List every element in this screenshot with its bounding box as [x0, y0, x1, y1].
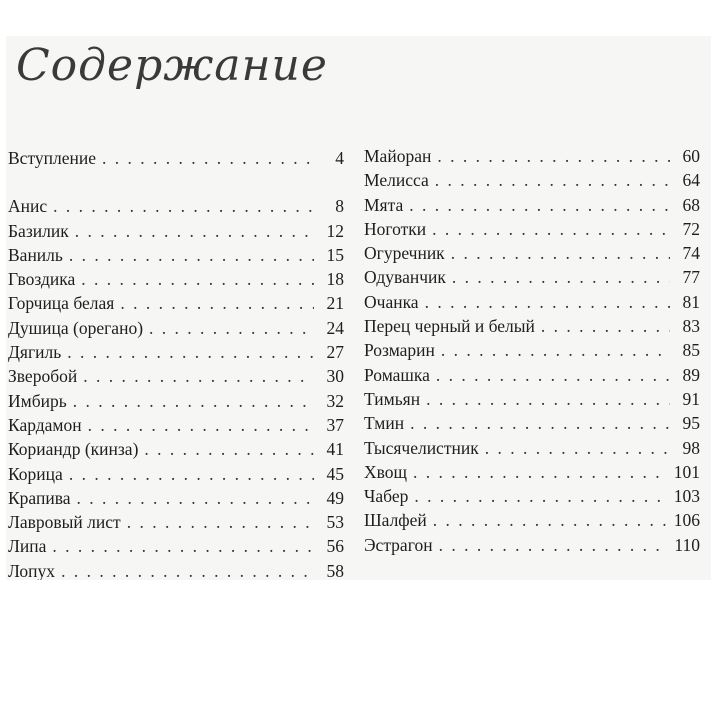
leader-dots: [52, 536, 314, 557]
toc-entry-page: 4: [335, 148, 344, 168]
toc-entry[interactable]: [364, 486, 700, 510]
toc-entry-page: 83: [682, 316, 700, 337]
toc-entry-name: Тмин: [364, 413, 405, 434]
toc-entry[interactable]: [364, 340, 700, 364]
toc-entry-name: Мелисса: [364, 170, 429, 191]
toc-entry[interactable]: [8, 464, 344, 488]
toc-entry-name: Горчица белая: [8, 293, 115, 314]
toc-entry-name: Липа: [8, 536, 47, 557]
toc-entry[interactable]: [8, 415, 344, 439]
toc-entry-name: Крапива: [8, 487, 71, 508]
toc-entry-name: Розмарин: [364, 340, 435, 361]
toc-entry[interactable]: [8, 488, 344, 512]
toc-entry-page: 15: [326, 244, 344, 265]
toc-entry[interactable]: [8, 366, 344, 390]
toc-entry[interactable]: [8, 293, 344, 317]
toc-entry-name: Эстрагон: [364, 534, 433, 555]
toc-entry-page: 24: [326, 317, 344, 338]
toc-entry-page: 81: [682, 291, 700, 312]
toc-gap: [8, 172, 344, 196]
toc-entry-name: Очанка: [364, 291, 419, 312]
leader-dots: [102, 148, 314, 169]
leader-dots: [144, 439, 314, 460]
leader-dots: [451, 243, 670, 264]
toc-entry-page: 45: [326, 463, 344, 484]
leader-dots: [69, 245, 314, 266]
toc-entry-page: 89: [682, 364, 700, 385]
toc-entry-name: Шалфей: [364, 510, 427, 531]
toc-entry[interactable]: [364, 170, 700, 194]
toc-entry-page: 95: [682, 413, 700, 434]
toc-entry[interactable]: [8, 245, 344, 269]
toc-entry-name: Имбирь: [8, 390, 67, 411]
page-title: Содержание: [16, 40, 328, 91]
toc-entry[interactable]: [8, 221, 344, 245]
toc-entry-page: 103: [673, 486, 700, 507]
toc-entry-name: Одуванчик: [364, 267, 446, 288]
leader-dots: [77, 488, 315, 509]
toc-entry-page: 18: [326, 269, 344, 290]
toc-entry-page: 49: [326, 487, 344, 508]
leader-dots: [67, 342, 314, 363]
toc-entry-name: Лавровый лист: [8, 512, 121, 533]
toc-left-column: [8, 148, 344, 580]
leader-dots: [83, 366, 314, 387]
leader-dots: [149, 318, 314, 339]
toc-entry-name: Перец черный и белый: [364, 316, 535, 337]
leader-dots: [432, 219, 670, 240]
toc-entry-page: 106: [673, 510, 700, 531]
toc-entry-page: 32: [326, 390, 344, 411]
toc-entry-name: Лопух: [8, 560, 56, 580]
toc-entry[interactable]: [364, 535, 700, 559]
leader-dots: [452, 267, 670, 288]
toc-entry-name: Огуречник: [364, 243, 445, 264]
leader-dots: [81, 269, 314, 290]
toc-right-column: [364, 146, 700, 559]
toc-entry-name: Кардамон: [8, 414, 82, 435]
toc-entry-name: Мята: [364, 194, 404, 215]
toc-entry-name: Базилик: [8, 220, 69, 241]
toc-entry-page: 110: [674, 534, 700, 555]
toc-entry-name: Кориандр (кинза): [8, 439, 139, 460]
toc-entry-name: Душица (орегано): [8, 317, 144, 338]
toc-entry-page: 41: [326, 439, 344, 460]
leader-dots: [61, 561, 314, 580]
toc-entry-page: 74: [682, 243, 700, 264]
toc-entry[interactable]: [8, 148, 344, 172]
toc-entry[interactable]: [8, 391, 344, 415]
toc-entry-name: Зверобой: [8, 366, 78, 387]
toc-entry-name: Гвоздика: [8, 269, 76, 290]
toc-entry-page: 27: [326, 342, 344, 363]
toc-entry-page: 68: [682, 194, 700, 215]
leader-dots: [541, 316, 670, 337]
leader-dots: [88, 415, 314, 436]
toc-entry-page: 101: [673, 461, 700, 482]
toc-entry-page: 98: [682, 437, 700, 458]
toc-entry-page: 60: [682, 146, 700, 166]
toc-entry-page: 58: [326, 560, 344, 580]
toc-entry-page: 21: [326, 293, 344, 314]
toc-entry[interactable]: [364, 389, 700, 413]
toc-entry-name: Вступление: [8, 148, 96, 168]
toc-entry-page: 77: [682, 267, 700, 288]
toc-entry-page: 8: [335, 196, 344, 217]
toc-entry-name: Ноготки: [364, 218, 427, 239]
toc-entry[interactable]: [364, 292, 700, 316]
leader-dots: [69, 464, 314, 485]
toc-entry-name: Майоран: [364, 146, 432, 166]
toc-entry[interactable]: [364, 462, 700, 486]
leader-dots: [435, 170, 670, 191]
toc-entry-page: 30: [326, 366, 344, 387]
toc-entry[interactable]: [364, 438, 700, 462]
leader-dots: [441, 340, 670, 361]
toc-entry-page: 72: [682, 218, 700, 239]
toc-entry[interactable]: [364, 365, 700, 389]
leader-dots: [437, 146, 670, 167]
toc-entry[interactable]: [364, 195, 700, 219]
leader-dots: [409, 195, 670, 216]
toc-entry[interactable]: [364, 316, 700, 340]
toc-entry[interactable]: [364, 146, 700, 170]
toc-entry[interactable]: [8, 318, 344, 342]
leader-dots: [413, 462, 668, 483]
toc-entry-name: Хвощ: [364, 461, 408, 482]
toc-entry-name: Ромашка: [364, 364, 430, 385]
leader-dots: [433, 510, 668, 531]
toc-entry[interactable]: [364, 510, 700, 534]
toc-entry[interactable]: [8, 196, 344, 220]
toc-entry-page: 12: [326, 220, 344, 241]
leader-dots: [485, 438, 670, 459]
toc-entry-name: Анис: [8, 196, 48, 217]
leader-dots: [73, 391, 314, 412]
toc-entry-name: Ваниль: [8, 244, 63, 265]
leader-dots: [439, 535, 669, 556]
toc-entry-name: Корица: [8, 463, 63, 484]
toc-entry-name: Тимьян: [364, 388, 421, 409]
leader-dots: [410, 413, 670, 434]
book-page: [6, 36, 711, 580]
toc-entry[interactable]: [8, 269, 344, 293]
leader-dots: [53, 196, 314, 217]
leader-dots: [426, 389, 670, 410]
toc-entry[interactable]: [8, 512, 344, 536]
leader-dots: [414, 486, 667, 507]
toc-entry[interactable]: [8, 342, 344, 366]
leader-dots: [120, 293, 314, 314]
leader-dots: [127, 512, 314, 533]
toc-entry-name: Чабер: [364, 486, 409, 507]
toc-entry-page: 64: [682, 170, 700, 191]
toc-entry[interactable]: [364, 413, 700, 437]
toc-entry-page: 37: [326, 414, 344, 435]
toc-entry-page: 85: [682, 340, 700, 361]
leader-dots: [75, 221, 314, 242]
toc-entry[interactable]: [8, 536, 344, 560]
toc-entry-name: Дягиль: [8, 342, 62, 363]
leader-dots: [436, 365, 670, 386]
toc-entry-page: 56: [326, 536, 344, 557]
toc-entry[interactable]: [364, 243, 700, 267]
toc-entry-name: Тысячелистник: [364, 437, 479, 458]
toc-entry[interactable]: [364, 267, 700, 291]
toc-entry[interactable]: [8, 439, 344, 463]
toc-entry[interactable]: [8, 561, 344, 580]
toc-entry[interactable]: [364, 219, 700, 243]
toc-entry-page: 91: [682, 388, 700, 409]
toc-entry-page: 53: [326, 512, 344, 533]
leader-dots: [425, 292, 670, 313]
